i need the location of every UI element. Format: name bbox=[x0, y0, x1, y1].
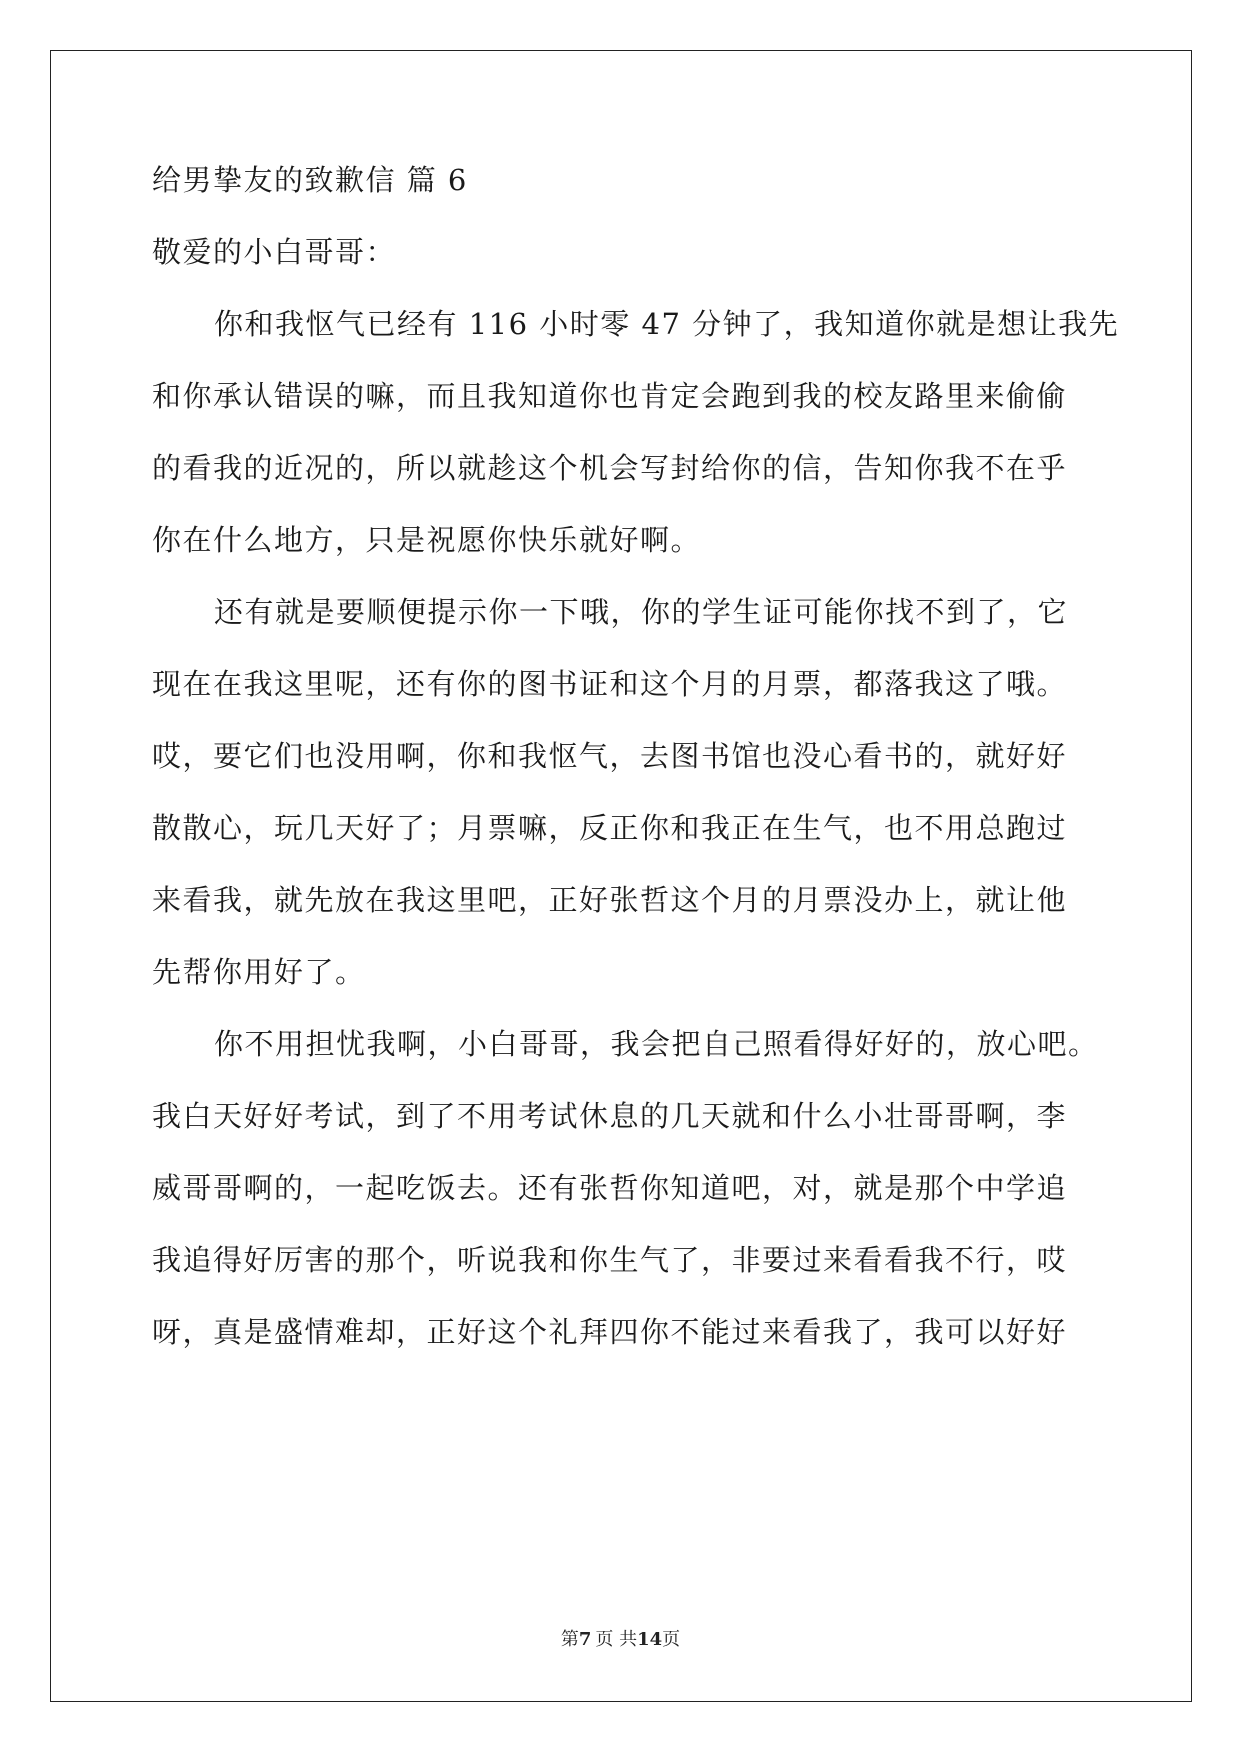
page-number-prefix: 第 bbox=[560, 1629, 579, 1650]
paragraph-line: 我追得好厉害的那个，听说我和你生气了，非要过来看看我不行，哎 bbox=[152, 1243, 1068, 1277]
page-number-total: 14 bbox=[637, 1629, 663, 1650]
page-number-suffix: 页 bbox=[662, 1629, 681, 1650]
paragraph-line: 你和我怄气已经有 116 小时零 47 分钟了，我知道你就是想让我先 bbox=[214, 307, 1120, 341]
salutation: 敬爱的小白哥哥： bbox=[152, 235, 397, 269]
paragraph-line: 来看我，就先放在我这里吧，正好张哲这个月的月票没办上，就让他 bbox=[152, 883, 1068, 917]
page-number-mid: 页 共 bbox=[595, 1629, 638, 1650]
page-number-current: 7 bbox=[578, 1629, 592, 1650]
page-border bbox=[50, 50, 1192, 1702]
paragraph-line: 呀，真是盛情难却，正好这个礼拜四你不能过来看我了，我可以好好 bbox=[152, 1315, 1068, 1349]
paragraph-line: 你不用担忧我啊，小白哥哥，我会把自己照看得好好的，放心吧。 bbox=[214, 1027, 1099, 1061]
paragraph-line: 现在在我这里呢，还有你的图书证和这个月的月票，都落我这了哦。 bbox=[152, 667, 1068, 701]
document-title: 给男挚友的致歉信 篇 6 bbox=[152, 163, 468, 197]
paragraph-line: 哎，要它们也没用啊，你和我怄气，去图书馆也没心看书的，就好好 bbox=[152, 739, 1068, 773]
paragraph-line: 和你承认错误的嘛，而且我知道你也肯定会跑到我的校友路里来偷偷 bbox=[152, 379, 1068, 413]
paragraph-line: 我白天好好考试，到了不用考试休息的几天就和什么小壮哥哥啊，李 bbox=[152, 1099, 1068, 1133]
paragraph-line: 的看我的近况的，所以就趁这个机会写封给你的信，告知你我不在乎 bbox=[152, 451, 1068, 485]
paragraph-line: 威哥哥啊的，一起吃饭去。还有张哲你知道吧，对，就是那个中学追 bbox=[152, 1171, 1068, 1205]
paragraph-line: 先帮你用好了。 bbox=[152, 955, 366, 989]
page-footer bbox=[0, 1625, 1241, 1651]
paragraph-line: 你在什么地方，只是祝愿你快乐就好啊。 bbox=[152, 523, 702, 557]
paragraph-line: 还有就是要顺便提示你一下哦，你的学生证可能你找不到了，它 bbox=[214, 595, 1069, 629]
paragraph-line: 散散心，玩几天好了；月票嘛，反正你和我正在生气，也不用总跑过 bbox=[152, 811, 1068, 845]
